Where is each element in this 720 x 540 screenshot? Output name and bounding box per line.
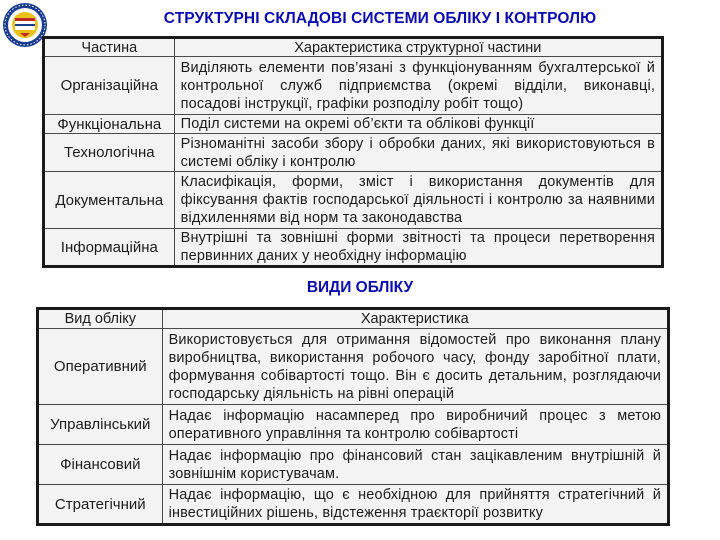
table-row	[38, 329, 669, 405]
table-row	[38, 445, 669, 485]
row-description: Класифікація, форми, зміст і використання документів для фіксування фактів господарської діяльності і контролю за наявними відхиленнями від норм та законодавства	[174, 172, 662, 229]
row-name: Функціональна	[44, 115, 175, 134]
table-row	[44, 229, 663, 267]
table-header-row	[38, 309, 669, 329]
row-description: Різноманітні засоби збору і обробки даних, які використовуються в системі обліку і контролю	[174, 134, 662, 172]
table-header-row	[44, 38, 663, 57]
row-description: Надає інформацію насамперед про виробничий процес з метою оперативного управління та контролю собівартості	[162, 405, 668, 445]
row-name: Документальна	[44, 172, 175, 229]
row-name: Оперативний	[38, 329, 163, 405]
accounting-types-table	[36, 307, 670, 526]
column-header-type: Вид обліку	[38, 309, 163, 329]
table-row	[38, 485, 669, 525]
section2-title: ВИДИ ОБЛІКУ	[306, 279, 414, 296]
row-description: Виділяють елементи пов’язані з функціонуванням бухгалтерської й контрольної служб підприємства (окремі відділи, виконавці, посадові інструкції, графіки розподілу робіт тощо)	[174, 57, 662, 115]
row-name: Управлінський	[38, 405, 163, 445]
table-row	[44, 172, 663, 229]
column-header-characteristic: Характеристика	[162, 309, 668, 329]
row-description: Надає інформацію, що є необхідною для прийняття стратегічний й інвестиційних рішень, відстеження траєкторії розвитку	[162, 485, 668, 525]
row-name: Фінансовий	[38, 445, 163, 485]
table-row	[38, 405, 669, 445]
column-header-characteristic: Характеристика структурної частини	[174, 38, 662, 57]
row-name: Стратегічний	[38, 485, 163, 525]
structure-table	[42, 36, 664, 268]
table-row	[44, 115, 663, 134]
row-name: Технологічна	[44, 134, 175, 172]
column-header-part: Частина	[44, 38, 175, 57]
row-description: Використовується для отримання відомостей про виконання плану виробництва, використання робочого часу, фонду заробітної плати, формування собівартості тощо. Він є досить детальним, розглядаючи господарську діяльність на рівні операцій	[162, 329, 668, 405]
row-description: Внутрішні та зовнішні форми звітності та процеси перетворення первинних даних у необхідну інформацію	[174, 229, 662, 267]
table-row	[44, 57, 663, 115]
section1-title: СТРУКТУРНІ СКЛАДОВІ СИСТЕМИ ОБЛІКУ І КОНТРОЛЮ	[163, 10, 597, 27]
table-row	[44, 134, 663, 172]
row-name: Інформаційна	[44, 229, 175, 267]
row-description: Надає інформацію про фінансовий стан зацікавленим внутрішній й зовнішнім користувачам.	[162, 445, 668, 485]
row-name: Організаційна	[44, 57, 175, 115]
row-description: Поділ системи на окремі об’єкти та облікові функції	[174, 115, 662, 134]
